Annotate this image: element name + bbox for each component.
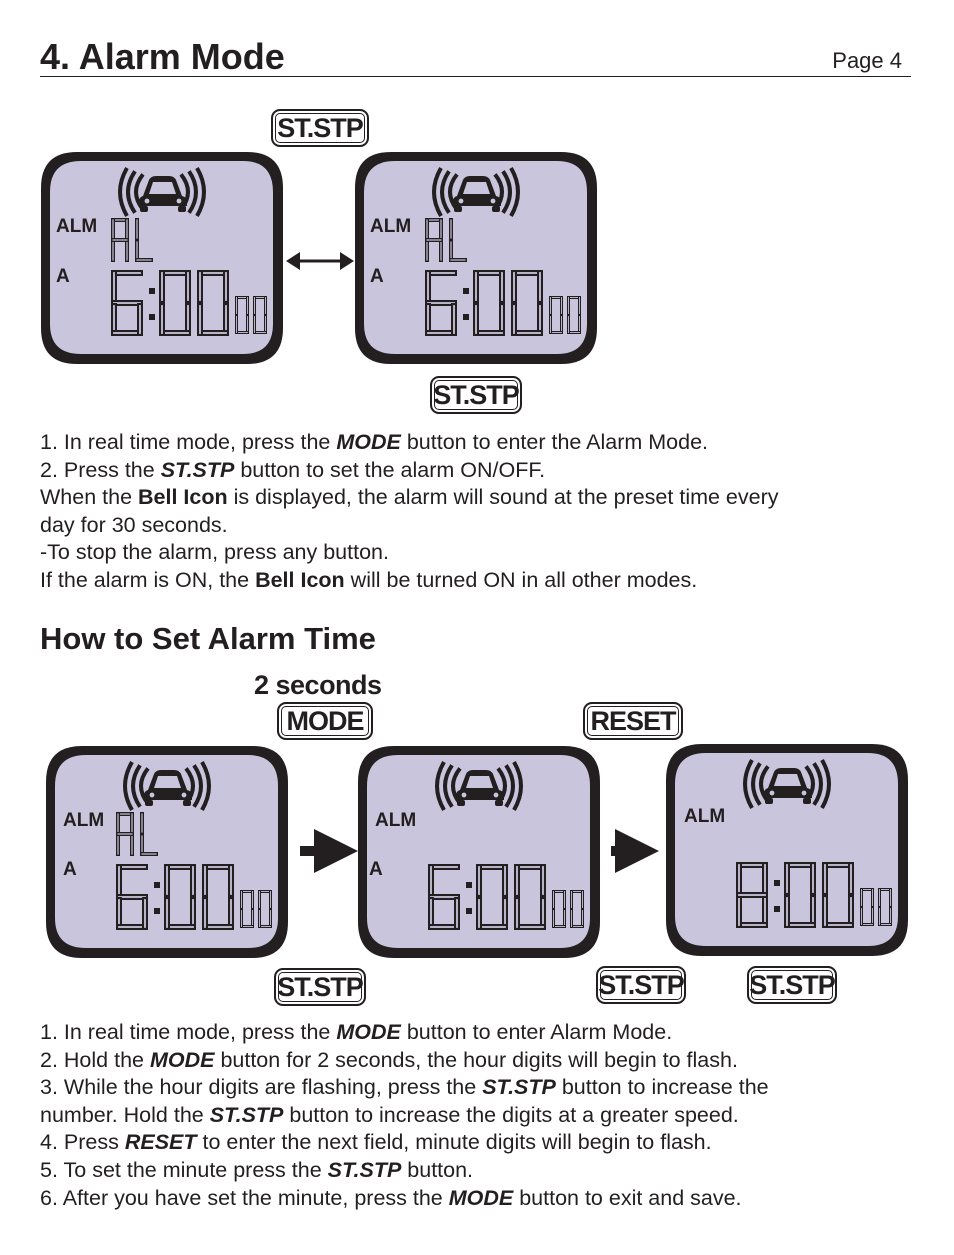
header-divider <box>40 76 911 77</box>
colon-dot <box>774 906 780 912</box>
a-indicator: A <box>370 266 384 287</box>
watch-display-1 <box>37 148 287 368</box>
double-headed-arrow-icon <box>284 248 356 274</box>
colon-dot <box>466 908 472 914</box>
watch-display-3 <box>42 742 292 962</box>
setting-steps <box>40 1019 920 1212</box>
ststp-button-label-3: ST.STP <box>747 966 837 1004</box>
colon-dot <box>466 882 472 888</box>
step-2: 2. Hold the MODE button for 2 seconds, the hour digits will begin to flash. <box>40 1047 738 1072</box>
step-1: 1. In real time mode, press the MODE button to enter Alarm Mode. <box>40 1020 673 1044</box>
colon-dot <box>463 314 469 320</box>
colon-dot <box>774 880 780 886</box>
step-4: 4. Press RESET to enter the next field, minute digits will begin to flash. <box>40 1130 712 1155</box>
a-indicator: A <box>369 859 383 880</box>
intro-line-4: day for 30 seconds. <box>40 512 228 537</box>
page-title: 4. Alarm Mode <box>40 36 285 77</box>
colon-dot <box>154 908 160 914</box>
watch-display-4 <box>354 742 604 962</box>
alm-indicator: ALM <box>370 216 412 237</box>
section-heading: How to Set Alarm Time <box>40 621 376 656</box>
alm-indicator: ALM <box>375 810 417 831</box>
colon-dot <box>149 314 155 320</box>
alm-indicator: ALM <box>56 216 98 237</box>
intro-line-6: If the alarm is ON, the Bell Icon will be turned ON in all other modes. <box>40 567 698 592</box>
step-3: 3. While the hour digits are flashing, press the ST.STP button to increase the <box>40 1075 769 1100</box>
a-indicator: A <box>63 859 77 880</box>
ststp-button-label-bottom: ST.STP <box>430 376 522 414</box>
ststp-button-label-top: ST.STP <box>271 109 369 147</box>
right-arrow-icon <box>611 829 661 873</box>
colon-dot <box>154 882 160 888</box>
watch-display-5 <box>662 740 912 960</box>
watch-display-2 <box>351 148 601 368</box>
right-arrow-icon <box>300 829 360 873</box>
ststp-button-label-1: ST.STP <box>274 968 366 1006</box>
alm-indicator: ALM <box>684 806 726 827</box>
two-seconds-label: 2 seconds <box>254 670 382 700</box>
alm-indicator: ALM <box>63 810 105 831</box>
step-5: 5. To set the minute press the ST.STP button. <box>40 1157 474 1182</box>
a-indicator: A <box>56 266 70 287</box>
intro-line-3: When the Bell Icon is displayed, the alarm will sound at the preset time every <box>40 485 779 510</box>
step-3-continued: number. Hold the ST.STP button to increase the digits at a greater speed. <box>40 1102 739 1127</box>
intro-instructions <box>40 429 920 595</box>
reset-button-label: RESET <box>583 702 683 740</box>
intro-line-2: 2. Press the ST.STP button to set the alarm ON/OFF. <box>40 457 546 482</box>
ststp-button-label-2: ST.STP <box>596 966 686 1004</box>
colon-dot <box>463 288 469 294</box>
colon-dot <box>149 288 155 294</box>
intro-line-5: -To stop the alarm, press any button. <box>40 540 389 565</box>
step-6: 6. After you have set the minute, press the MODE button to exit and save. <box>40 1185 742 1210</box>
mode-button-label: MODE <box>277 702 373 740</box>
intro-line-1: 1. In real time mode, press the MODE button to enter the Alarm Mode. <box>40 430 709 454</box>
page-number: Page 4 <box>832 48 902 73</box>
